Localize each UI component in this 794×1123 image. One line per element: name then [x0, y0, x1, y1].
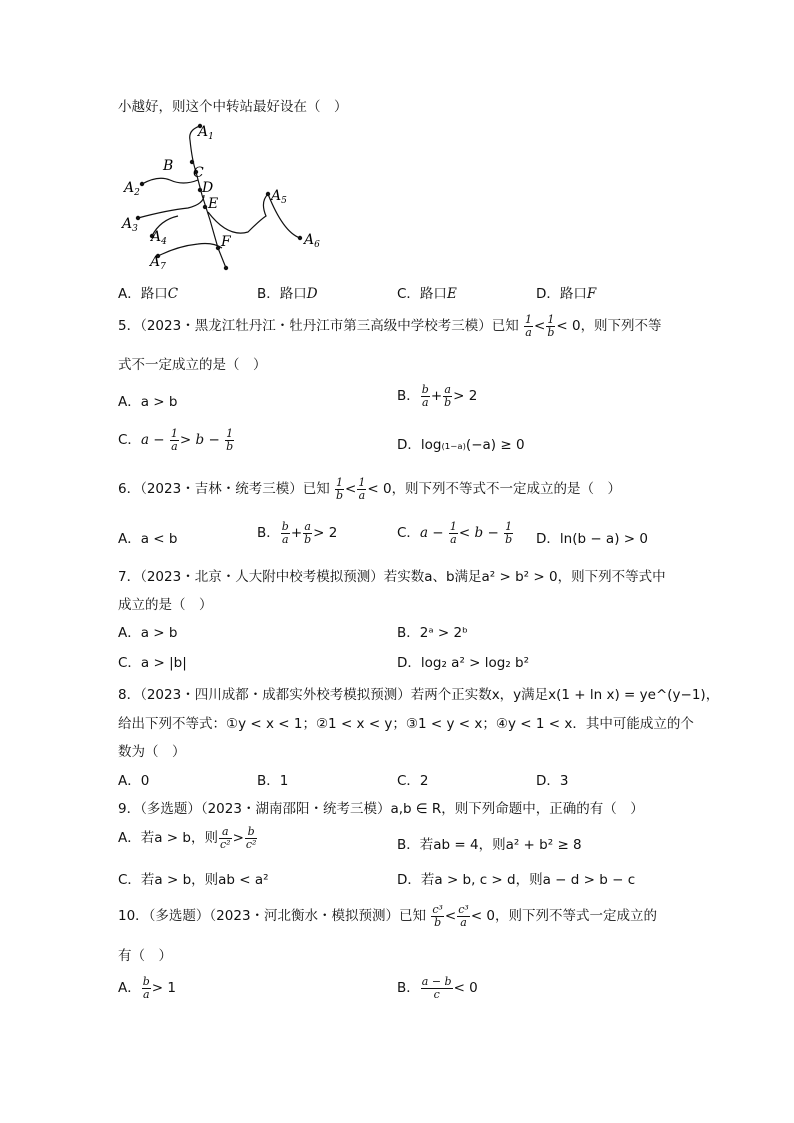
q9-stem: 9．（多选题）（2023・湖南邵阳・统考三模）a,b ∈ R，则下列命题中，正确的有（ ）	[118, 801, 644, 817]
label-f: F	[221, 234, 231, 250]
q5-option-a[interactable]: A．a > b	[118, 394, 178, 410]
label-e: E	[208, 196, 219, 212]
q9-option-b[interactable]: B．若ab = 4，则a² + b² ≥ 8	[397, 837, 582, 853]
q4-option-a[interactable]: A．路口C	[118, 286, 179, 302]
label-a1: $A_1$	[198, 124, 214, 142]
q8-stem-line2: 给出下列不等式：①y < x < 1；②1 < x < y；③1 < y < x；④y < 1 < x．其中可能成立的个	[118, 716, 694, 732]
point-a2	[140, 182, 144, 186]
q6-option-d[interactable]: D．ln(b − a) > 0	[536, 531, 648, 547]
point-f	[216, 246, 220, 250]
q6-option-b[interactable]: B． $\frac{b}{a}$ + $\frac{a}{b}$ > 2	[257, 520, 338, 546]
q5-stem-line1: 5．（2023・黑龙江牡丹江・牡丹江市第三高级中学校考三模）已知 $\frac{1}{a}$ < $\frac{1}{b}$ < 0，则下列不等	[118, 313, 662, 339]
label-a5: $A_5$	[271, 188, 287, 206]
q5-option-c[interactable]: C．a − $\frac{1}{a}$ > b − $\frac{1}{b}$	[118, 427, 234, 453]
q6-stem: 6．（2023・吉林・统考三模）已知 $\frac{1}{b}$ < $\frac{1}{a}$ < 0，则下列不等式不一定成立的是（ ）	[118, 476, 622, 502]
q10-option-b[interactable]: B． $\frac{a - b}{c}$ < 0	[397, 975, 478, 1001]
point-b	[190, 160, 194, 164]
q7-option-b[interactable]: B．2ᵃ > 2ᵇ	[397, 625, 468, 641]
q9-option-c[interactable]: C．若a > b，则ab < a²	[118, 872, 269, 888]
q9-option-a[interactable]: A．若a > b，则 $\frac{a}{\text{c²}}$ > $\frac{b}{\text{c²}}$	[118, 825, 257, 851]
question-4-tail: 小越好，则这个中转站最好设在（ ）	[118, 99, 348, 115]
label-d: D	[202, 180, 214, 196]
q4-option-b[interactable]: B．路口D	[257, 286, 318, 302]
q10-option-a[interactable]: A． $\frac{b}{a}$ > 1	[118, 975, 176, 1001]
q8-option-d[interactable]: D．3	[536, 773, 569, 789]
q8-stem-line1: 8．（2023・四川成都・成都实外校考模拟预测）若两个正实数x，y满足x(1 + ln x) = ye^(y−1)，	[118, 687, 720, 703]
q7-option-a[interactable]: A．a > b	[118, 625, 178, 641]
q4-option-c[interactable]: C．路口E	[397, 286, 457, 302]
point-a5	[266, 192, 270, 196]
q10-stem-line2: 有（ ）	[118, 948, 172, 964]
q5-option-d[interactable]: D．log₍₁₋ₐ₎(−a) ≥ 0	[397, 437, 525, 453]
label-a6: $A_6$	[304, 232, 320, 250]
q9-option-d[interactable]: D．若a > b, c > d，则a − d > b − c	[397, 872, 636, 888]
q7-option-c[interactable]: C．a > |b|	[118, 655, 187, 671]
road-a3	[138, 195, 204, 218]
label-a4: $A_4$	[151, 229, 167, 247]
q4-option-d[interactable]: D．路口F	[536, 286, 597, 302]
q6-option-c[interactable]: C．a − $\frac{1}{a}$ < b − $\frac{1}{b}$	[397, 520, 513, 546]
point-e	[203, 205, 207, 209]
label-c: C	[193, 165, 204, 181]
q8-option-c[interactable]: C．2	[397, 773, 429, 789]
road-network-figure	[118, 120, 338, 280]
road-a7	[158, 244, 222, 257]
label-a2: $A_2$	[124, 180, 140, 198]
road-a2	[142, 178, 198, 184]
label-b: B	[163, 158, 174, 174]
q5-stem-line2: 式不一定成立的是（ ）	[118, 357, 267, 373]
label-a3: $A_3$	[122, 216, 138, 234]
q7-stem-line2: 成立的是（ ）	[118, 597, 213, 613]
q7-option-d[interactable]: D．log₂ a² > log₂ b²	[397, 655, 530, 671]
point-end	[224, 266, 228, 270]
point-a3	[136, 216, 140, 220]
point-a6	[298, 236, 302, 240]
q7-stem-line1: 7．（2023・北京・人大附中校考模拟预测）若实数a、b满足a² > b² > 0，则下列不等式中	[118, 569, 666, 585]
q5-option-b[interactable]: B． $\frac{b}{a}$ + $\frac{a}{b}$ > 2	[397, 383, 478, 409]
q8-option-a[interactable]: A．0	[118, 773, 150, 789]
q10-stem-line1: 10．（多选题）（2023・河北衡水・模拟预测）已知 $\frac{\text{c³}}{b}$ < $\frac{\text{c³}}{a}$ < 0，则下列不等式一定成立的	[118, 903, 658, 929]
label-a7: $A_7$	[150, 254, 166, 272]
q8-stem-line3: 数为（ ）	[118, 744, 186, 760]
q6-option-a[interactable]: A．a < b	[118, 531, 178, 547]
q8-option-b[interactable]: B．1	[257, 773, 289, 789]
